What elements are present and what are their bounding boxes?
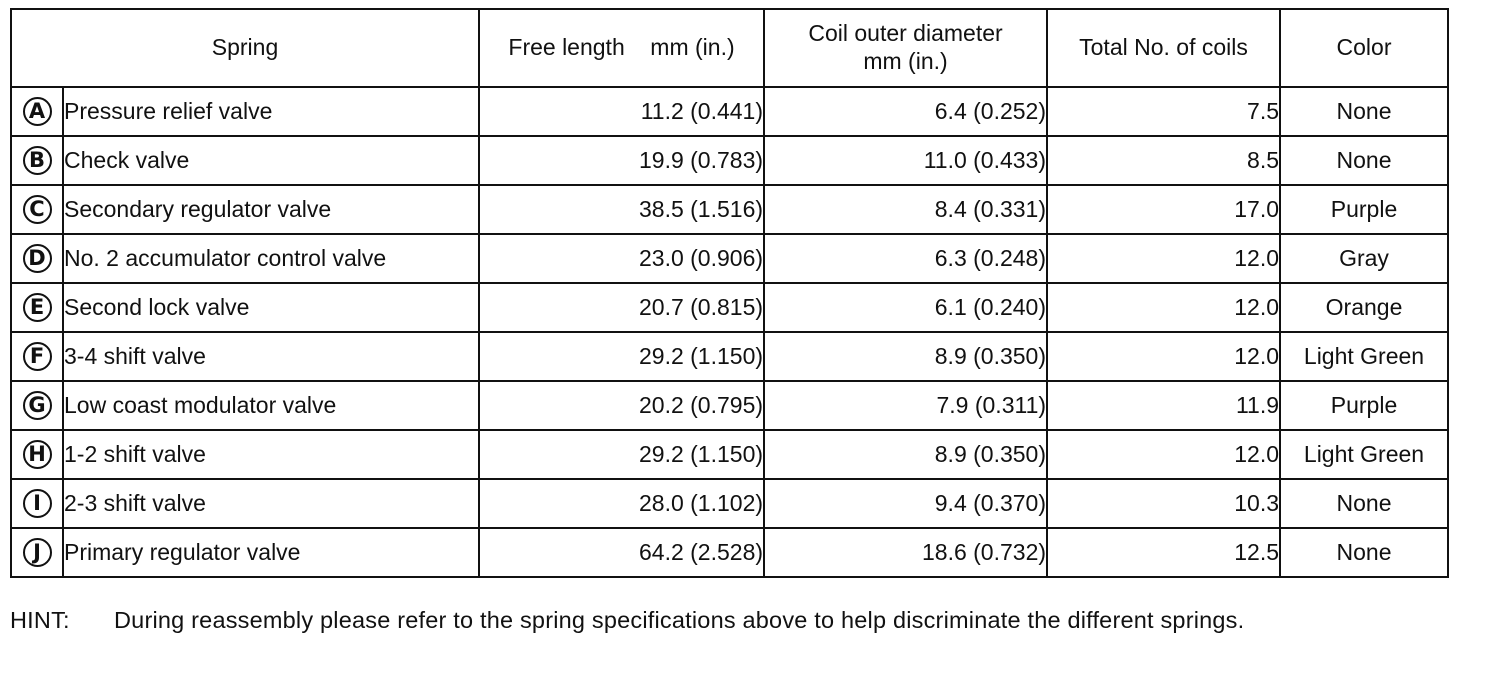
row-letter-cell bbox=[11, 185, 63, 234]
row-spring-name: Pressure relief valve bbox=[63, 87, 479, 136]
row-free-length: 23.0 (0.906) bbox=[479, 234, 764, 283]
row-coil-diameter: 8.9 (0.350) bbox=[764, 332, 1047, 381]
hint-note bbox=[10, 602, 1450, 638]
row-total-coils: 17.0 bbox=[1047, 185, 1280, 234]
row-letter-cell bbox=[11, 479, 63, 528]
spring-spec-table bbox=[10, 8, 1449, 578]
row-color: None bbox=[1280, 479, 1448, 528]
row-coil-diameter: 6.3 (0.248) bbox=[764, 234, 1047, 283]
table-row bbox=[11, 87, 1448, 136]
row-letter-badge: H bbox=[23, 440, 52, 469]
hint-label: HINT: bbox=[10, 607, 70, 633]
row-total-coils: 11.9 bbox=[1047, 381, 1280, 430]
hint-text: During reassembly please refer to the spring specifications above to help discriminate the different springs. bbox=[114, 607, 1245, 633]
spring-rows bbox=[11, 87, 1448, 577]
row-letter-badge: C bbox=[23, 195, 52, 224]
row-color: Light Green bbox=[1280, 430, 1448, 479]
row-color: None bbox=[1280, 528, 1448, 577]
table-row bbox=[11, 185, 1448, 234]
row-letter-badge: J bbox=[23, 538, 52, 567]
row-coil-diameter: 6.4 (0.252) bbox=[764, 87, 1047, 136]
row-total-coils: 12.0 bbox=[1047, 332, 1280, 381]
row-letter-cell bbox=[11, 528, 63, 577]
row-spring-name: 1-2 shift valve bbox=[63, 430, 479, 479]
row-free-length: 38.5 (1.516) bbox=[479, 185, 764, 234]
header-color: Color bbox=[1280, 9, 1448, 87]
table-row bbox=[11, 136, 1448, 185]
table-row bbox=[11, 479, 1448, 528]
table-row bbox=[11, 234, 1448, 283]
header-coil-diameter-line1: Coil outer diameter bbox=[808, 20, 1003, 47]
row-color: Purple bbox=[1280, 381, 1448, 430]
row-coil-diameter: 11.0 (0.433) bbox=[764, 136, 1047, 185]
row-free-length: 29.2 (1.150) bbox=[479, 430, 764, 479]
header-free-length: Free length mm (in.) bbox=[479, 9, 764, 87]
header-row bbox=[11, 9, 1448, 87]
row-free-length: 64.2 (2.528) bbox=[479, 528, 764, 577]
header-coil-diameter-line2: mm (in.) bbox=[863, 48, 948, 74]
row-coil-diameter: 8.4 (0.331) bbox=[764, 185, 1047, 234]
header-coil-diameter bbox=[764, 9, 1047, 87]
table-row bbox=[11, 381, 1448, 430]
row-color: Purple bbox=[1280, 185, 1448, 234]
table-row bbox=[11, 283, 1448, 332]
header-spring: Spring bbox=[11, 9, 479, 87]
row-letter-cell bbox=[11, 381, 63, 430]
row-spring-name: Secondary regulator valve bbox=[63, 185, 479, 234]
row-letter-badge: B bbox=[23, 146, 52, 175]
row-letter-cell bbox=[11, 234, 63, 283]
row-total-coils: 12.0 bbox=[1047, 430, 1280, 479]
row-letter-badge: D bbox=[23, 244, 52, 273]
row-free-length: 19.9 (0.783) bbox=[479, 136, 764, 185]
row-spring-name: No. 2 accumulator control valve bbox=[63, 234, 479, 283]
row-free-length: 20.2 (0.795) bbox=[479, 381, 764, 430]
row-coil-diameter: 9.4 (0.370) bbox=[764, 479, 1047, 528]
row-total-coils: 8.5 bbox=[1047, 136, 1280, 185]
row-spring-name: Low coast modulator valve bbox=[63, 381, 479, 430]
row-letter-cell bbox=[11, 136, 63, 185]
row-total-coils: 12.0 bbox=[1047, 234, 1280, 283]
row-spring-name: Primary regulator valve bbox=[63, 528, 479, 577]
row-letter-badge: I bbox=[23, 489, 52, 518]
row-coil-diameter: 18.6 (0.732) bbox=[764, 528, 1047, 577]
table-row bbox=[11, 528, 1448, 577]
row-total-coils: 10.3 bbox=[1047, 479, 1280, 528]
row-color: Gray bbox=[1280, 234, 1448, 283]
table-row bbox=[11, 430, 1448, 479]
row-letter-cell bbox=[11, 332, 63, 381]
row-spring-name: 2-3 shift valve bbox=[63, 479, 479, 528]
row-color: Orange bbox=[1280, 283, 1448, 332]
row-coil-diameter: 6.1 (0.240) bbox=[764, 283, 1047, 332]
row-letter-cell bbox=[11, 430, 63, 479]
row-letter-badge: F bbox=[23, 342, 52, 371]
row-total-coils: 12.5 bbox=[1047, 528, 1280, 577]
header-total-coils: Total No. of coils bbox=[1047, 9, 1280, 87]
row-total-coils: 7.5 bbox=[1047, 87, 1280, 136]
row-letter-cell bbox=[11, 283, 63, 332]
row-letter-badge: A bbox=[23, 97, 52, 126]
row-spring-name: Second lock valve bbox=[63, 283, 479, 332]
row-coil-diameter: 7.9 (0.311) bbox=[764, 381, 1047, 430]
row-coil-diameter: 8.9 (0.350) bbox=[764, 430, 1047, 479]
row-spring-name: 3-4 shift valve bbox=[63, 332, 479, 381]
row-free-length: 20.7 (0.815) bbox=[479, 283, 764, 332]
row-free-length: 28.0 (1.102) bbox=[479, 479, 764, 528]
row-color: Light Green bbox=[1280, 332, 1448, 381]
row-letter-cell bbox=[11, 87, 63, 136]
row-color: None bbox=[1280, 136, 1448, 185]
row-total-coils: 12.0 bbox=[1047, 283, 1280, 332]
row-free-length: 29.2 (1.150) bbox=[479, 332, 764, 381]
row-color: None bbox=[1280, 87, 1448, 136]
table-row bbox=[11, 332, 1448, 381]
row-letter-badge: G bbox=[23, 391, 52, 420]
row-letter-badge: E bbox=[23, 293, 52, 322]
row-free-length: 11.2 (0.441) bbox=[479, 87, 764, 136]
row-spring-name: Check valve bbox=[63, 136, 479, 185]
